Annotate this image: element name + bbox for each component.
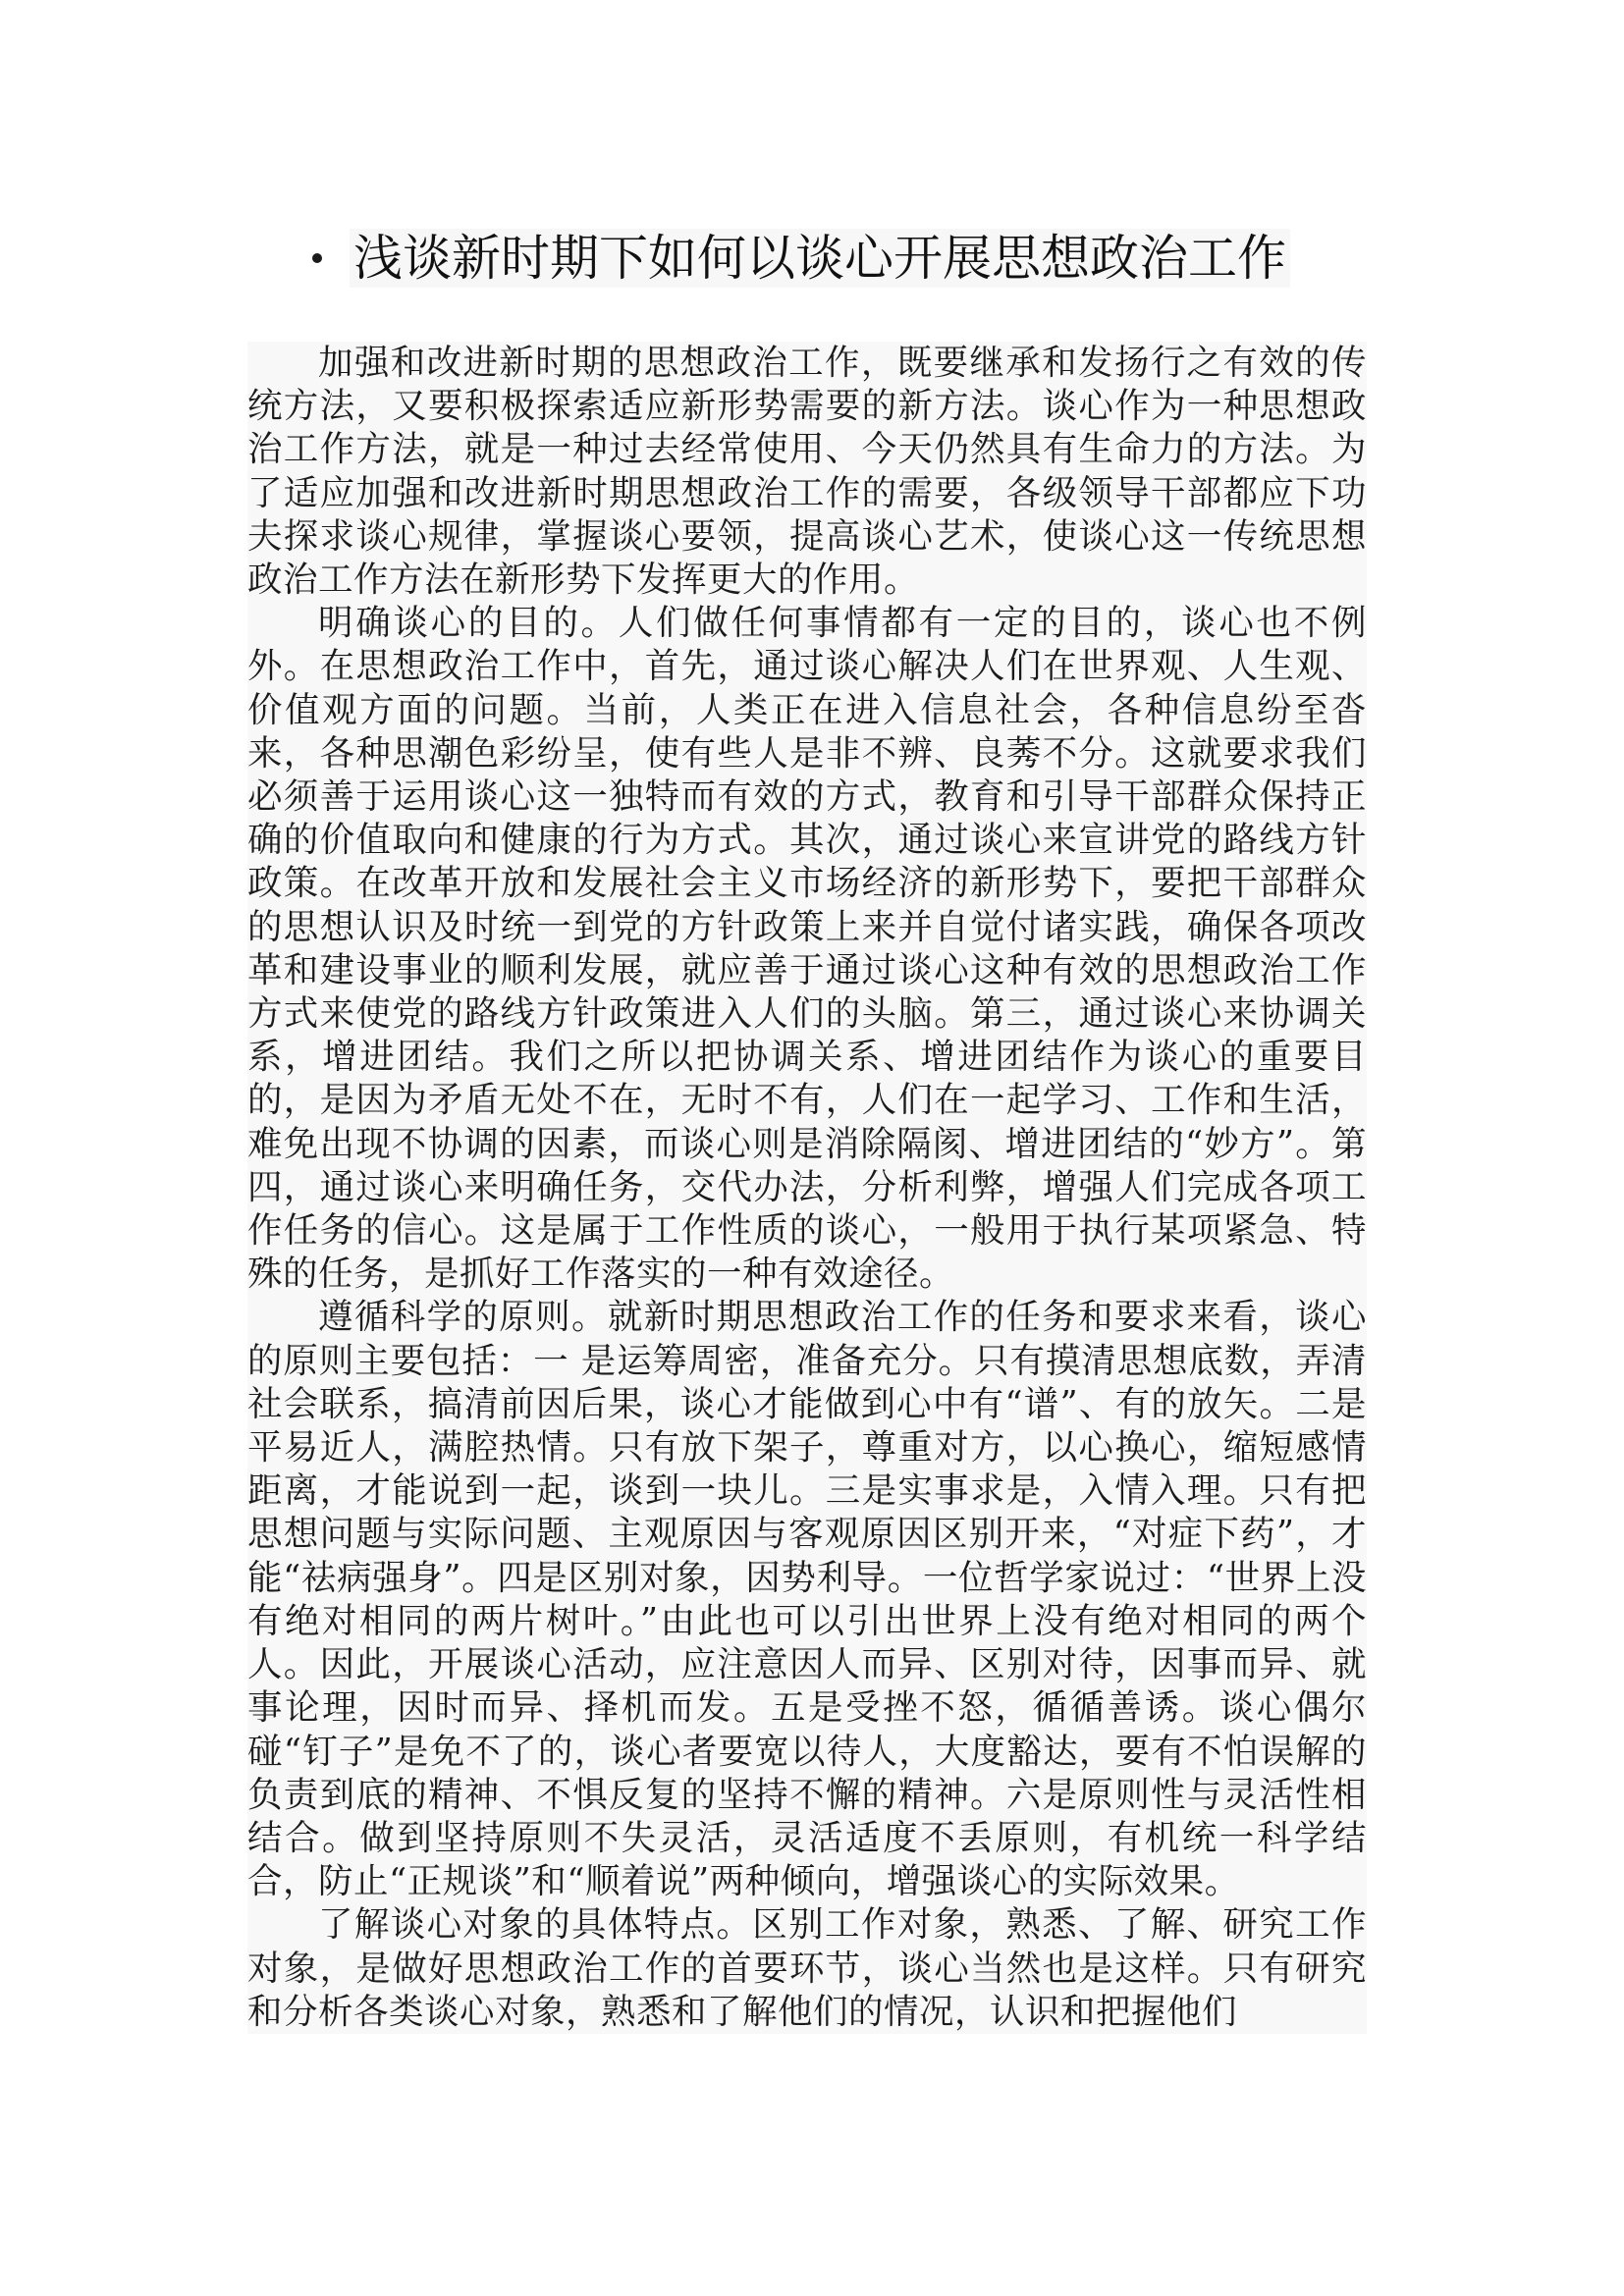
title-row [312, 224, 1392, 293]
paragraph-purpose: 明确谈心的目的。人们做任何事情都有一定的目的，谈心也不例外。在思想政治工作中，首先，通过谈心解决人们在世界观、人生观、价值观方面的问题。当前，人类正在进入信息社会，各种信息纷至沓来，各种思潮色彩纷呈，使有些人是非不辨、良莠不分。这就要求我们必须善于运用谈心这一独特而有效的方式，教育和引导干部群众保持正确的价值取向和健康的行为方式。其次，通过谈心来宣讲党的路线方针政策。在改革开放和发展社会主义市场经济的新形势下，要把干部群众的思想认识及时统一到党的方针政策上来并自觉付诸实践，确保各项改革和建设事业的顺利发展，就应善于通过谈心这种有效的思想政治工作方式来使党的路线方针政策进入人们的头脑。第三，通过谈心来协调关系，增进团结。我们之所以把协调关系、增进团结作为谈心的重要目的，是因为矛盾无处不在，无时不有，人们在一起学习、工作和生活，难免出现不协调的因素，而谈心则是消除隔阂、增进团结的“妙方”。第四，通过谈心来明确任务，交代办法，分析利弊，增强人们完成各项工作任务的信心。这是属于工作性质的谈心，一般用于执行某项紧急、特殊的任务，是抓好工作落实的一种有效途径。 [247, 602, 1367, 1296]
paragraph-targets: 了解谈心对象的具体特点。区别工作对象，熟悉、了解、研究工作对象，是做好思想政治工作的首要环节，谈心当然也是这样。只有研究和分析各类谈心对象，熟悉和了解他们的情况，认识和把握他们 [247, 1903, 1367, 2034]
bullet-icon [312, 253, 322, 263]
page-title: 浅谈新时期下如何以谈心开展思想政治工作 [350, 229, 1290, 288]
paragraph-principles: 遵循科学的原则。就新时期思想政治工作的任务和要求来看，谈心的原则主要包括：一 是运筹周密，准备充分。只有摸清思想底数，弄清社会联系，搞清前因后果，谈心才能做到心中有“谱”、有的放矢。二是平易近人，满腔热情。只有放下架子，尊重对方，以心换心，缩短感情距离，才能说到一起，谈到一块儿。三是实事求是，入情入理。只有把思想问题与实际问题、主观原因与客观原因区别开来，“对症下药”，才能“祛病强身”。四是区别对象，因势利导。一位哲学家说过：“世界上没有绝对相同的两片树叶。”由此也可以引出世界上没有绝对相同的两个人。因此，开展谈心活动，应注意因人而异、区别对待，因事而异、就事论理，因时而异、择机而发。五是受挫不怒，循循善诱。谈心偶尔碰“钉子”是免不了的，谈心者要宽以待人，大度豁达，要有不怕误解的负责到底的精神、不惧反复的坚持不懈的精神。六是原则性与灵活性相结合。做到坚持原则不失灵活，灵活适度不丢原则，有机统一科学结合，防止“正规谈”和“顺着说”两种倾向，增强谈心的实际效果。 [247, 1296, 1367, 1903]
paragraph-intro: 加强和改进新时期的思想政治工作，既要继承和发扬行之有效的传统方法，又要积极探索适应新形势需要的新方法。谈心作为一种思想政治工作方法，就是一种过去经常使用、今天仍然具有生命力的方法。为了适应加强和改进新时期思想政治工作的需要，各级领导干部都应下功夫探求谈心规律，掌握谈心要领，提高谈心艺术，使谈心这一传统思想政治工作方法在新形势下发挥更大的作用。 [247, 342, 1367, 602]
article-body [247, 342, 1367, 2034]
